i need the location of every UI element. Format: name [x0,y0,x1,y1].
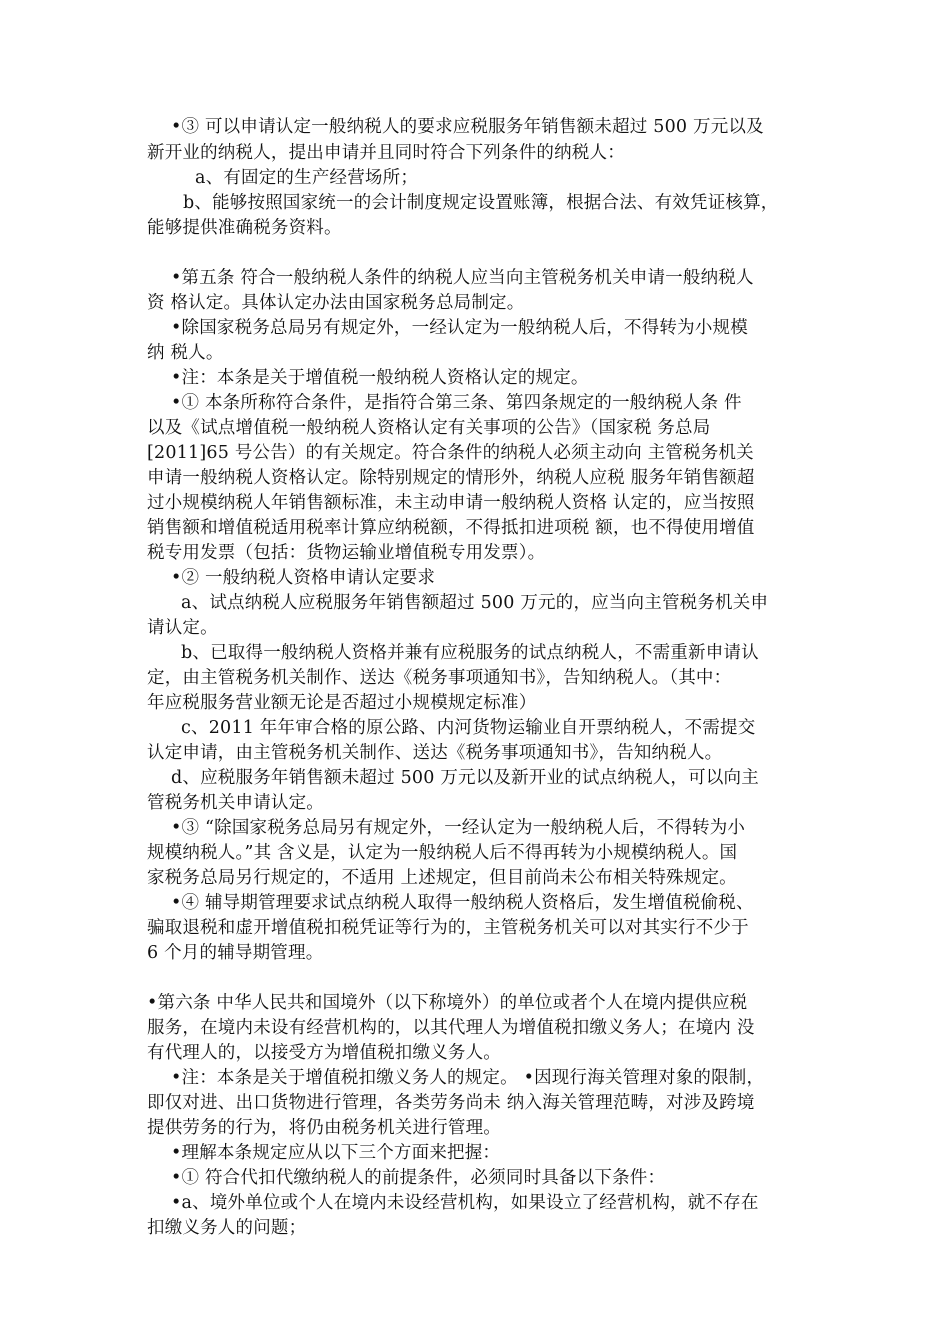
text-line: 新开业的纳税人，提出申请并且同时符合下列条件的纳税人： [147,143,625,163]
text-line: 过小规模纳税人年销售额标准，未主动申请一般纳税人资格 认定的，应当按照 [147,493,755,513]
text-line: 定，由主管税务机关制作、送达《税务事项通知书》，告知纳税人。（其中： [147,668,732,688]
text-line: •① 符合代扣代缴纳税人的前提条件，必须同时具备以下条件： [171,1168,666,1188]
text-line: •第五条 符合一般纳税人条件的纳税人应当向主管税务机关申请一般纳税人 [171,268,754,288]
text-line: 规模纳税人。”其 含义是，认定为一般纳税人后不得再转为小规模纳税人。国 [147,843,738,863]
text-line: •① 本条所称符合条件，是指符合第三条、第四条规定的一般纳税人条 件 [171,393,742,413]
text-line: 申请一般纳税人资格认定。除特别规定的情形外，纳税人应税 服务年销售额超 [147,468,755,488]
text-line: •注：本条是关于增值税一般纳税人资格认定的规定。 [171,368,589,388]
text-line: •③ 可以申请认定一般纳税人的要求应税服务年销售额未超过 500 万元以及 [171,117,764,137]
text-line: 销售额和增值税适用税率计算应纳税额，不得抵扣进项税 额，也不得使用增值 [147,518,755,538]
text-line: a、有固定的生产经营场所； [195,168,419,188]
text-line: 纳 税人。 [147,343,224,363]
text-line: 以及《试点增值税一般纳税人资格认定有关事项的公告》（国家税 务总局 [147,418,711,438]
text-line: 税专用发票（包括：货物运输业增值税专用发票）。 [147,543,546,563]
text-line: a、试点纳税人应税服务年销售额超过 500 万元的，应当向主管税务机关申 [181,593,769,613]
text-line: 请认定。 [147,618,218,638]
text-line: 6 个月的辅导期管理。 [147,943,324,963]
text-line: 能够提供准确税务资料。 [147,218,342,238]
text-line: b、已取得一般纳税人资格并兼有应税服务的试点纳税人，不需重新申请认 [181,643,759,663]
text-line: 管税务机关申请认定。 [147,793,324,813]
text-line: 年应税服务营业额无论是否超过小规模规定标准） [147,693,537,713]
text-line: •④ 辅导期管理要求试点纳税人取得一般纳税人资格后，发生增值税偷税、 [171,893,754,913]
text-line: •③ “除国家税务总局另有规定外，一经认定为一般纳税人后，不得转为小 [171,818,746,838]
text-line: [2011]65 号公告）的有关规定。符合条件的纳税人必须主动向 主管税务机关 [147,443,754,463]
text-line: •a、境外单位或个人在境内未设经营机构，如果设立了经营机构，就不存在 [171,1193,759,1213]
text-line: 骗取退税和虚开增值税扣税凭证等行为的，主管税务机关可以对其实行不少于 [147,918,749,938]
text-line: 有代理人的，以接受方为增值税扣缴义务人。 [147,1043,501,1063]
text-line: •② 一般纳税人资格申请认定要求 [171,568,436,588]
text-line: •注：本条是关于增值税扣缴义务人的规定。 •因现行海关管理对象的限制， [171,1068,765,1088]
text-line: 服务，在境内未设有经营机构的，以其代理人为增值税扣缴义务人；在境内 没 [147,1018,755,1038]
text-line: 家税务总局另行规定的，不适用 上述规定，但目前尚未公布相关特殊规定。 [147,868,737,888]
text-line: b、能够按照国家统一的会计制度规定设置账簿，根据合法、有效凭证核算， [183,193,779,213]
text-line: 资 格认定。具体认定办法由国家税务总局制定。 [147,293,525,313]
text-line: •除国家税务总局另有规定外，一经认定为一般纳税人后，不得转为小规模 [171,318,748,338]
text-line: •第六条 中华人民共和国境外（以下称境外）的单位或者个人在境内提供应税 [147,993,748,1013]
text-line: c、2011 年年审合格的原公路、内河货物运输业自开票纳税人，不需提交 [181,718,756,738]
text-line: •理解本条规定应从以下三个方面来把握： [171,1143,501,1163]
text-line: 扣缴义务人的问题； [147,1218,307,1238]
text-line: 认定申请，由主管税务机关制作、送达《税务事项通知书》，告知纳税人。 [147,743,723,763]
text-line: 即仅对进、出口货物进行管理，各类劳务尚未 纳入海关管理范畴，对涉及跨境 [147,1093,755,1113]
text-line: 提供劳务的行为，将仍由税务机关进行管理。 [147,1118,501,1138]
text-line: d、应税服务年销售额未超过 500 万元以及新开业的试点纳税人，可以向主 [171,768,759,788]
